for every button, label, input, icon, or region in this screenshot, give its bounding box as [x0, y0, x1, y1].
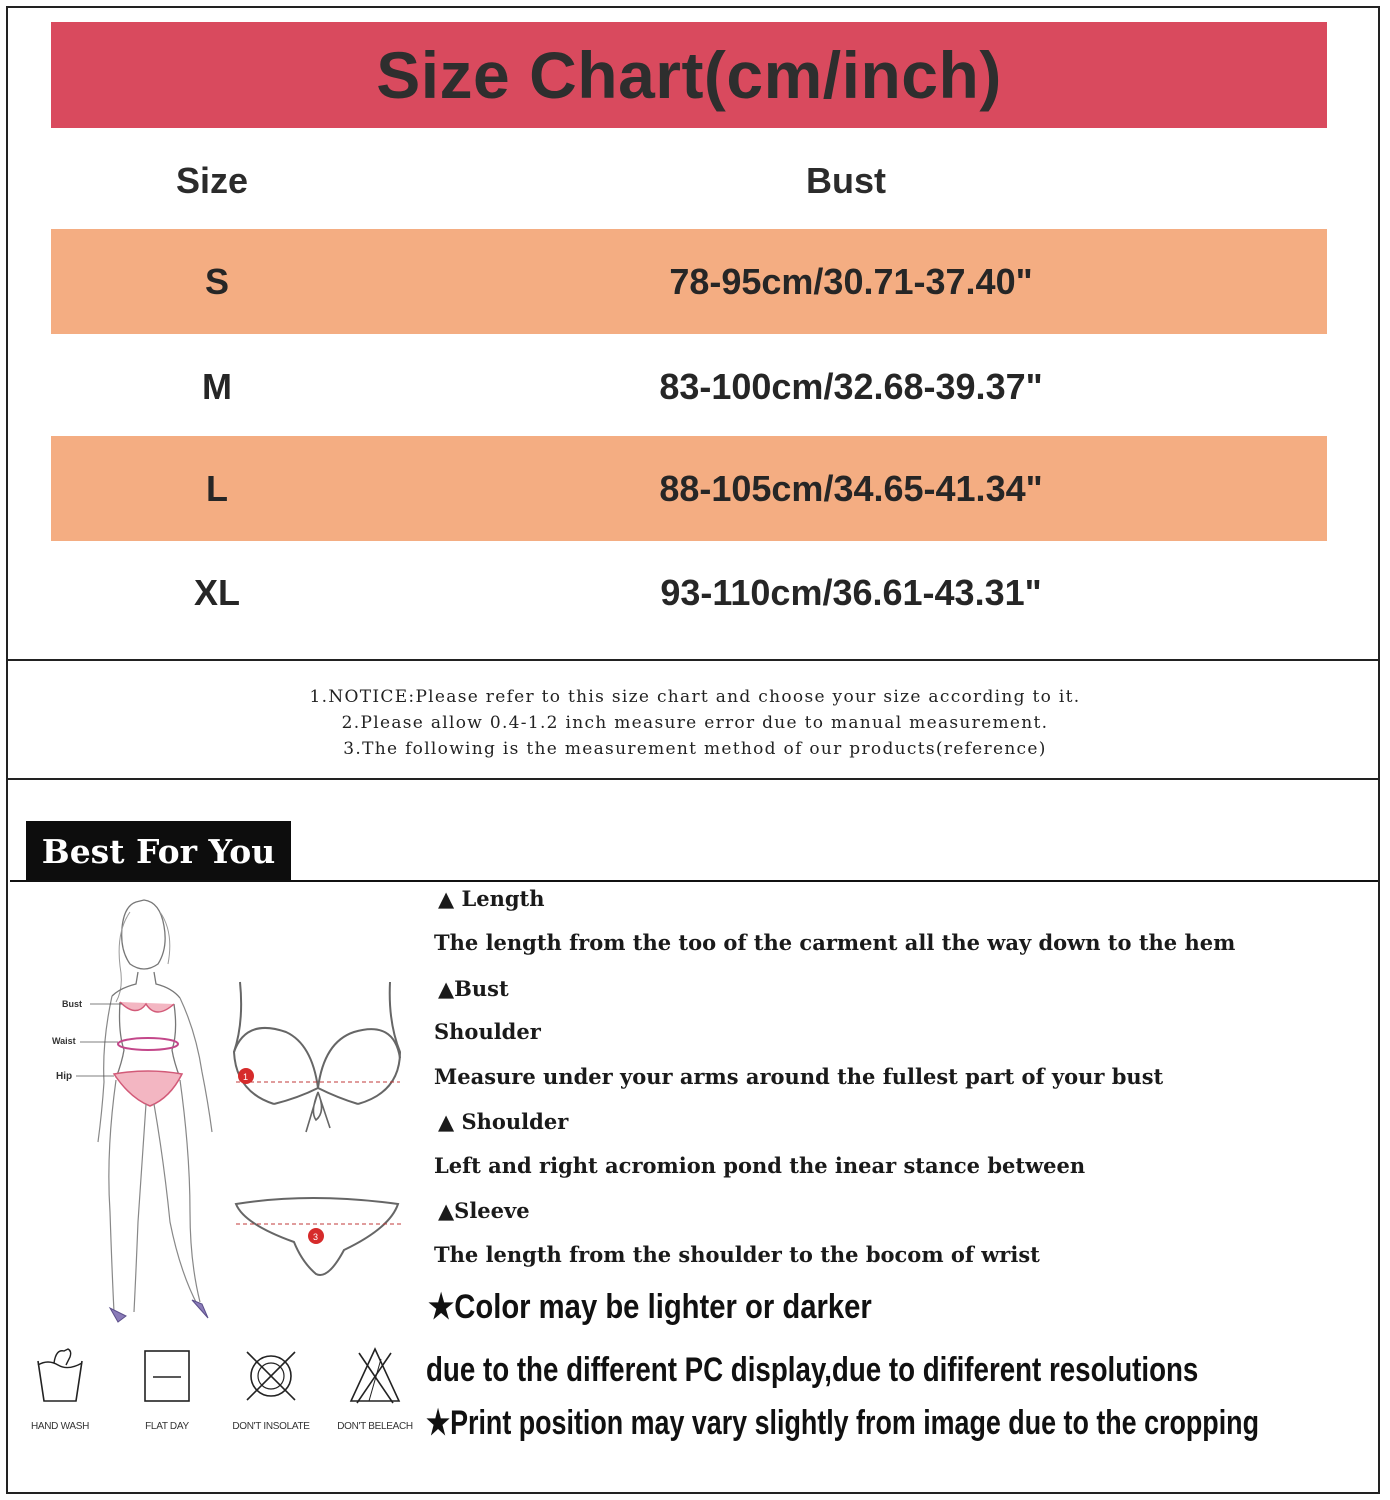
- svg-text:1: 1: [243, 1072, 249, 1082]
- table-row: [51, 540, 1327, 645]
- best-for-you-label: Best For You: [41, 831, 276, 871]
- spec-heading-sleeve: ▲Sleeve: [438, 1198, 530, 1223]
- divider: [6, 778, 1380, 780]
- hand-wash-icon: [30, 1345, 90, 1407]
- hip-label: Hip: [56, 1071, 73, 1082]
- measurement-illustration: [40, 892, 420, 1332]
- size-cell: M: [202, 365, 232, 407]
- bra-diagram-icon: [234, 982, 400, 1132]
- bust-cell: 78-95cm/30.71-37.40": [669, 260, 1033, 302]
- notice-block: [0, 684, 1390, 762]
- notice-line: 3.The following is the measurement method of our products(reference): [343, 739, 1047, 759]
- spec-text: Measure under your arms around the fullest part of your bust: [434, 1064, 1164, 1089]
- care-label: FLAT DAY: [145, 1421, 189, 1432]
- page-title: Size Chart(cm/inch): [376, 38, 1002, 112]
- care-label: DON'T INSOLATE: [232, 1421, 310, 1432]
- do-not-bleach-icon: [345, 1345, 405, 1407]
- size-cell: L: [206, 467, 228, 509]
- size-column-header: Size: [176, 160, 249, 201]
- notice-line: 2.Please allow 0.4-1.2 inch measure error due to manual measurement.: [341, 713, 1049, 733]
- table-row: [51, 334, 1327, 439]
- care-item-flat-dry: [122, 1345, 212, 1432]
- display-note: due to the different PC display,due to dififerent resolutions: [426, 1351, 1199, 1389]
- bust-label: Bust: [62, 999, 82, 1009]
- care-item-hand-wash: [15, 1345, 105, 1432]
- care-item-dont-bleach: [330, 1345, 420, 1432]
- bust-column-header: Bust: [806, 160, 886, 201]
- color-note: ★Color may be lighter or darker: [428, 1288, 872, 1326]
- spec-text: The length from the shoulder to the bocom of wrist: [434, 1242, 1040, 1267]
- spec-heading-length: ▲ Length: [438, 886, 545, 911]
- spec-text: The length from the too of the carment all the way down to the hem: [434, 930, 1236, 955]
- bust-cell: 83-100cm/32.68-39.37": [659, 365, 1043, 407]
- spec-text: Shoulder: [434, 1019, 541, 1044]
- print-note: ★Print position may vary slightly from image due to the cropping: [426, 1404, 1259, 1442]
- waist-label: Waist: [52, 1036, 76, 1046]
- size-cell: S: [204, 260, 229, 302]
- table-row: [51, 229, 1327, 334]
- bottom-diagram-icon: [236, 1198, 402, 1275]
- bust-cell: 93-110cm/36.61-43.31": [660, 571, 1042, 613]
- spec-heading-bust: ▲Bust: [438, 976, 509, 1001]
- care-label: HAND WASH: [30, 1421, 90, 1432]
- model-figure-icon: [40, 892, 420, 1332]
- size-cell: XL: [193, 571, 240, 613]
- do-not-tumble-icon: [241, 1345, 301, 1407]
- care-label: DON'T BELEACH: [337, 1421, 413, 1432]
- best-for-you-tab: [26, 821, 291, 881]
- bust-cell: 88-105cm/34.65-41.34": [659, 467, 1043, 509]
- flat-dry-icon: [137, 1345, 197, 1407]
- title-bar: [51, 22, 1327, 128]
- spec-heading-shoulder: ▲ Shoulder: [438, 1109, 569, 1134]
- divider: [6, 659, 1380, 661]
- svg-text:3: 3: [313, 1232, 319, 1242]
- notice-line: 1.NOTICE:Please refer to this size chart and choose your size according to it.: [309, 687, 1081, 707]
- spec-text: Left and right acromion pond the inear stance between: [434, 1153, 1086, 1178]
- section-underline: [10, 880, 1378, 882]
- care-item-dont-insolate: [226, 1345, 316, 1432]
- table-row: [51, 436, 1327, 541]
